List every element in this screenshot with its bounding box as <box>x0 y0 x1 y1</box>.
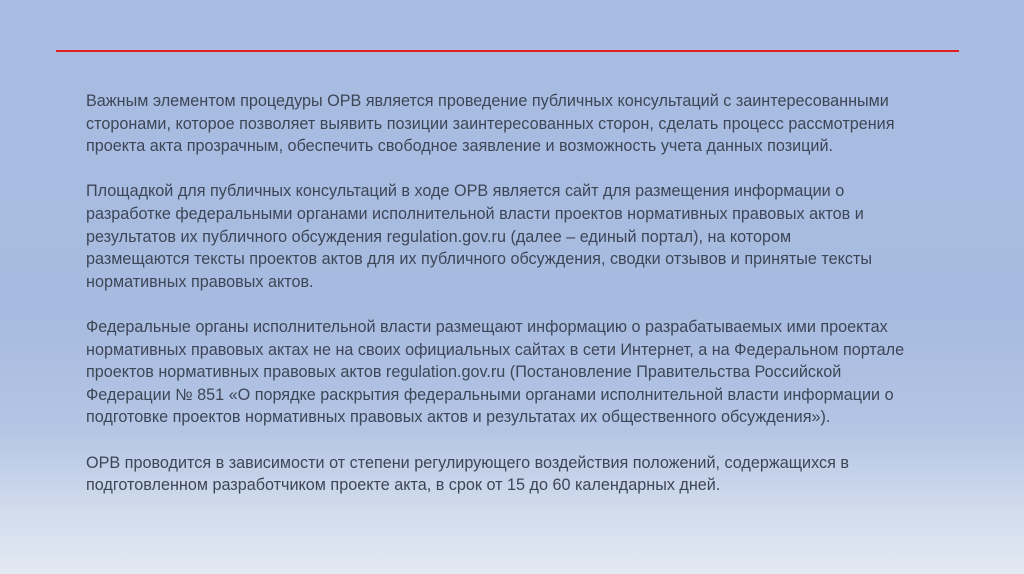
title-divider-line <box>56 50 959 52</box>
paragraph-public-consultations: Важным элементом процедуры ОРВ является проведение публичных консультаций с заинтересованными сторонами, которое позволяет выявить позиции заинтересованных сторон, сделать процесс рассмотрения проекта акта прозрачным, обеспечить свободное заявление и возможность учета данных позиций. <box>86 92 895 156</box>
paragraph-consultation-platform: Площадкой для публичных консультаций в ходе ОРВ является сайт для размещения информации о разработке федеральными органами исполнительной власти проектов нормативных правовых актов и результатов их публичного обсуждения regulation.gov.ru (далее – единый портал), на котором размещаются тексты проектов актов для их публичного обсуждения, сводки отзывов и принятые тексты нормативных правовых актов. <box>86 182 873 291</box>
paragraph-orv-timeframe: ОРВ проводится в зависимости от степени регулирующего воздействия положений, содержащихся в подготовленном разработчиком проекте акта, в срок от 15 до 60 календарных дней. <box>86 453 849 495</box>
slide-body <box>86 90 986 519</box>
paragraph-federal-portal: Федеральные органы исполнительной власти размещают информацию о разрабатываемых ими проектах нормативных правовых актах не на своих официальных сайтах в сети Интернет, а на Федеральном портале проектов нормативных правовых актов regulation.gov.ru (Постановление Правительства Российской Федерации № 851 «О порядке раскрытия федеральными органами исполнительной власти информации о подготовке проектов нормативных правовых актов и результатах их общественного обсуждения»). <box>86 317 905 427</box>
